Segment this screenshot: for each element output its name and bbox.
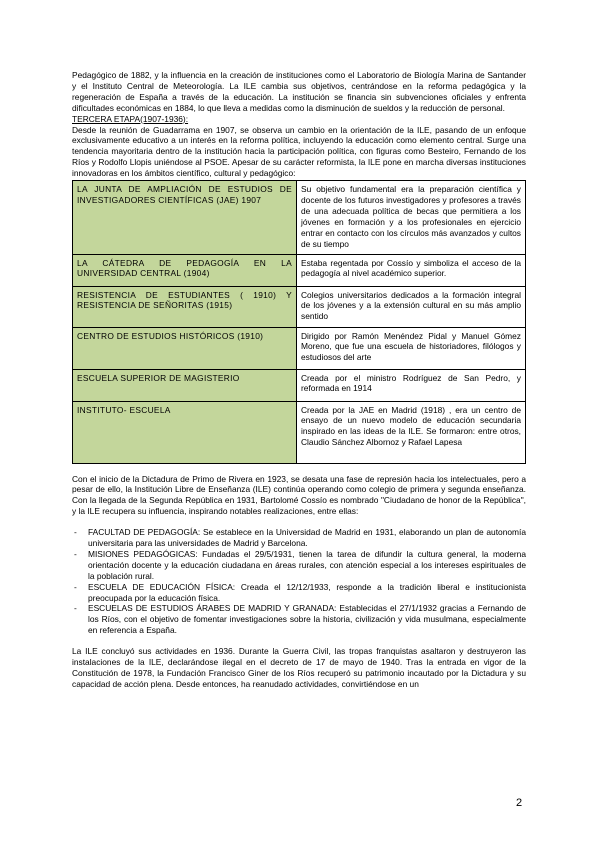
- institution-name: LA CÁTEDRA DE PEDAGOGÍA EN LA UNIVERSIDAD CENTRAL (1904): [73, 254, 297, 286]
- item-name: FACULTAD DE PEDAGOGÍA: [88, 527, 198, 538]
- table-row: [73, 286, 526, 327]
- stage-paragraph: Desde la reunión de Guadarrama en 1907, se observa un cambio en la orientación de la ILE, pasando de un enfoque exclusivamente educativo a un interés en la reforma política, incluyendo la educación como elemento central. Surge una tendencia mayoritaria dentro de la institución hacia la participación política, con figuras como Besteiro, Fernando de los Ríos y Rodolfo Llopis uniéndose al PSOE. Apesar de su carácter reformista, la ILE pone en marcha diversas instituciones innovadoras en los ámbitos científico, cultural y pedagógico:: [72, 124, 526, 179]
- institutions-table: [72, 180, 526, 463]
- item-text: : Fundadas el 29/5/1931, tienen la tarea de difundir la cultura general, la moderna orientación docente y la educación ciudadana en áreas rurales, con atención especial a los intereses espirituales de la población rural.: [88, 548, 526, 581]
- institution-name: INSTITUTO- ESCUELA: [73, 401, 297, 463]
- intro-paragraph: Pedagógico de 1882, y la influencia en la creación de instituciones como el Laboratorio de Biología Marina de Santander y el Instituto Central de Meteorología. La ILE cambia sus objetivos, centrándose en la reforma pedagógica y la regeneración de España a través de la educación. La institución se financia sin subvenciones oficiales y enfrenta dificultades económicas en 1884, lo que lleva a medidas como la disminución de sueldos y la reducción de personal.: [72, 70, 526, 113]
- institution-name: RESISTENCIA DE ESTUDIANTES ( 1910) Y RESISTENCIA DE SEÑORITAS (1915): [73, 286, 297, 327]
- section-heading: TERCERA ETAPA(1907-1936):: [72, 113, 189, 124]
- table-row: [73, 181, 526, 254]
- page-number: 2: [516, 797, 523, 809]
- document-body: [72, 70, 526, 690]
- table-row: [73, 327, 526, 369]
- institution-description: Creada por el ministro Rodríguez de San Pedro, y reformada en 1914: [297, 369, 526, 401]
- dictatorship-paragraph: Con el inicio de la Dictadura de Primo de Rivera en 1923, se desata una fase de represión hacia los intelectuales, pero a pesar de ello, la Institución Libre de Enseñanza (ILE) continúa operando como colegio de primera y segunda enseñanza. Con la llegada de la Segunda República en 1931, Bartolomé Cossío es nombrado "Ciudadano de honor de la República", y la ILE recupera su influencia, inspirando notables realizaciones, entre ellas:: [72, 473, 526, 517]
- realizations-list: [72, 527, 526, 636]
- item-name: ESCUELAS DE ESTUDIOS ÁRABES DE MADRID Y GRANADA: [88, 603, 335, 614]
- table-row: [73, 254, 526, 286]
- institution-description: Creada por la JAE en Madrid (1918) , era un centro de ensayo de un nuevo modelo de educación secundaria inspirado en las ideas de la ILE. Se formaron: entre otros, Claudio Sánchez Albornoz y Rafael Lapesa: [297, 401, 526, 463]
- institution-name: ESCUELA SUPERIOR DE MAGISTERIO: [73, 369, 297, 401]
- list-item: [88, 582, 526, 604]
- list-item: [88, 527, 526, 549]
- item-text: : Creada el 12/12/1933, responde a la tradición liberal e institucionista preocupada por la educación física.: [88, 581, 526, 603]
- list-item: [88, 603, 526, 636]
- item-name: ESCUELA DE EDUCACIÓN FÍSICA: [88, 581, 233, 592]
- institution-description: Colegios universitarios dedicados a la formación integral de los jóvenes y a la extensión cultural en su más amplio sentido: [297, 286, 526, 327]
- institution-name: LA JUNTA DE AMPLIACIÓN DE ESTUDIOS DE INVESTIGADORES CIENTÍFICAS (JAE) 1907: [73, 181, 297, 254]
- item-name: MISIONES PEDAGÓGICAS: [88, 548, 196, 559]
- list-item: [88, 549, 526, 582]
- item-text: : Establecidas el 27/1/1932 gracias a Fernando de los Ríos, con el objetivo de fomentar investigaciones sobre la historia, civilización y vida musulmana, especialmente en referencia a España.: [88, 603, 526, 636]
- table-row: [73, 401, 526, 463]
- institution-description: Dirigido por Ramón Menéndez Pidal y Manuel Gómez Moreno, que fue una escuela de historiadores, filólogos y estudiosos del arte: [297, 327, 526, 369]
- table-row: [73, 369, 526, 401]
- item-text: : Se establece en la Universidad de Madrid en 1931, elaborando un plan de autonomía universitaria para las universidades de Madrid y Barcelona.: [88, 527, 526, 549]
- closing-paragraph: La ILE concluyó sus actividades en 1936. Durante la Guerra Civil, las tropas franquistas asaltaron y destruyeron las instalaciones de la ILE, declarándose ilegal en el decreto de 17 de mayo de 1940. Tras la entrada en vigor de la Constitución de 1978, la Fundación Francisco Giner de los Ríos recuperó su patrimonio incautado por la Dictadura y su capacidad de acción plena. Desde entonces, ha reanudado actividades, convirtiéndose en un: [72, 646, 526, 689]
- institution-description: Su objetivo fundamental era la preparación científica y docente de los futuros investigadores y profesores a través de una adecuada política de becas que permitiera a los jóvenes en formación y a los profesionales en ejercicio entrar en contacto con los círculos más avanzados y cultos de su tiempo: [297, 181, 526, 254]
- institution-name: CENTRO DE ESTUDIOS HISTÓRICOS (1910): [73, 327, 297, 369]
- institution-description: Estaba regentada por Cossío y simboliza el acceso de la pedagogía al nivel académico superior.: [297, 254, 526, 286]
